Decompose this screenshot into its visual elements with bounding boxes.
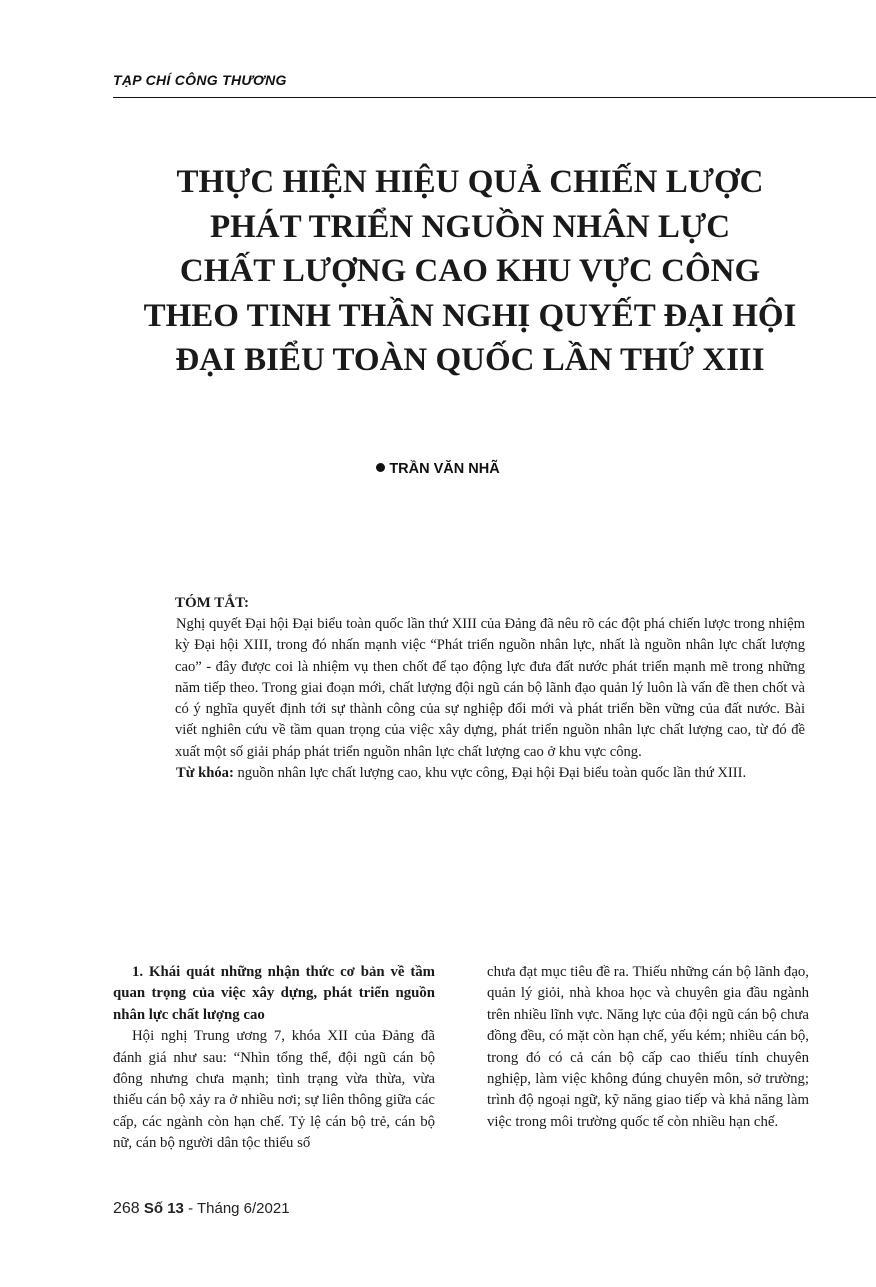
- body-paragraph: chưa đạt mục tiêu đề ra. Thiếu những cán bộ lãnh đạo, quản lý giỏi, nhà khoa học và chuyên gia đầu ngành trên nhiều lĩnh vực. Năng lực của đội ngũ cán bộ chưa đồng đều, có mặt còn hạn chế, yếu kém; nhiều cán bộ, trong đó có cả cán bộ cấp cao thiếu tính chuyên nghiệp, làm việc không đúng chuyên môn, sở trường; trình độ ngoại ngữ, kỹ năng giao tiếp và khả năng làm việc trong môi trường quốc tế còn nhiều hạn chế.: [487, 964, 809, 1130]
- issue-number: Số 13: [143, 1200, 184, 1217]
- page-footer: [113, 1200, 290, 1218]
- section-heading: 1. Khái quát những nhận thức cơ bản về tầm quan trọng của việc xây dựng, phát triển nguồn nhân lực chất lượng cao: [113, 964, 435, 1023]
- abstract-text: Nghị quyết Đại hội Đại biểu toàn quốc lần thứ XIII của Đảng đã nêu rõ các đột phá chiến lược trong nhiệm kỳ Đại hội XIII, trong đó nhấn mạnh việc “Phát triển nguồn nhân lực, nhất là nguồn nhân lực chất lượng cao” - đây được coi là nhiệm vụ then chốt để tạo động lực đưa đất nước phát triển mạnh mẽ trong những năm tiếp theo. Trong giai đoạn mới, chất lượng đội ngũ cán bộ lãnh đạo quản lý luôn là vấn đề then chốt và có ý nghĩa quyết định tới sự thành công của sự nghiệp đổi mới và phát triển bền vững của đất nước. Bài viết nghiên cứu về tầm quan trọng của việc xây dựng, phát triển nguồn nhân lực chất lượng cao, từ đó đề xuất một số giải pháp phát triển nguồn nhân lực chất lượng cao ở khu vực công.: [175, 616, 805, 760]
- journal-name: TẠP CHÍ CÔNG THƯƠNG: [113, 72, 287, 88]
- footer-separator: -: [183, 1200, 197, 1217]
- keywords-label: Từ khóa:: [176, 765, 234, 782]
- keywords-text: nguồn nhân lực chất lượng cao, khu vực công, Đại hội Đại biểu toàn quốc lần thứ XIII.: [237, 765, 747, 782]
- header-rule: [113, 97, 876, 98]
- title-line: PHÁT TRIỂN NGUỒN NHÂN LỰC: [209, 208, 731, 245]
- left-column: [113, 962, 435, 1155]
- author-line: [0, 461, 876, 477]
- abstract: [175, 614, 805, 784]
- page-number: 268: [113, 1200, 140, 1217]
- right-column: [487, 962, 809, 1133]
- bullet-icon: [376, 463, 385, 472]
- abstract-heading: TÓM TẮT:: [175, 595, 250, 611]
- title-line: THEO TINH THẦN NGHỊ QUYẾT ĐẠI HỘI: [143, 297, 797, 334]
- title-line: THỰC HIỆN HIỆU QUẢ CHIẾN LƯỢC: [176, 164, 764, 200]
- title-line: CHẤT LƯỢNG CAO KHU VỰC CÔNG: [179, 253, 761, 289]
- issue-date: Tháng 6/2021: [196, 1200, 290, 1217]
- body-paragraph: Hội nghị Trung ương 7, khóa XII của Đảng đã đánh giá như sau: “Nhìn tổng thể, đội ngũ cán bộ đông nhưng chưa mạnh; tình trạng vừa thừa, vừa thiếu cán bộ xảy ra ở nhiều nơi; sự liên thông giữa các cấp, các ngành còn hạn chế. Tỷ lệ cán bộ trẻ, cán bộ nữ, cán bộ người dân tộc thiểu số: [113, 1028, 435, 1152]
- keywords: [175, 763, 805, 784]
- article-title: [100, 160, 840, 383]
- author-name: TRẦN VĂN NHÃ: [389, 461, 500, 477]
- title-line: ĐẠI BIỂU TOÀN QUỐC LẦN THỨ XIII: [175, 342, 765, 378]
